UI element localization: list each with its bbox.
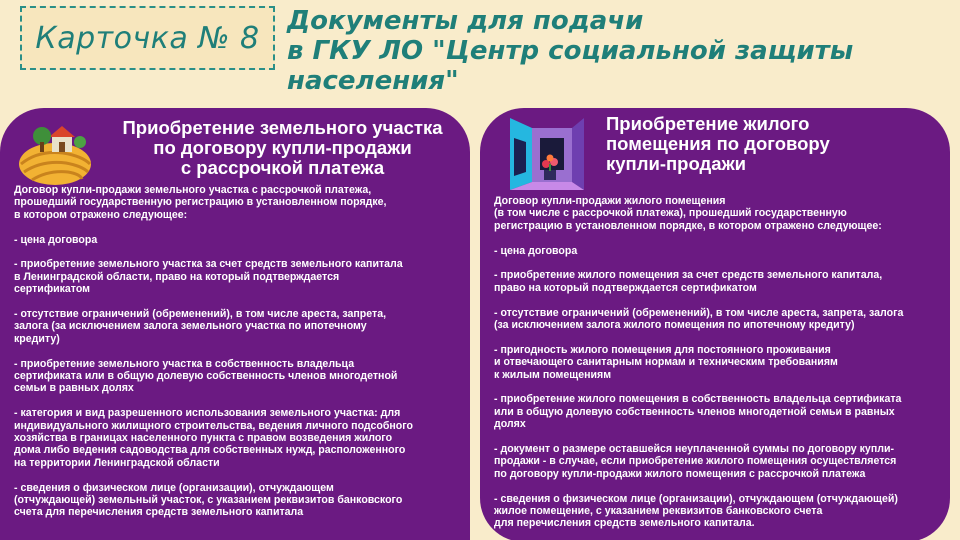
housing-requirement-item-line: Договор купли-продажи жилого помещения [494, 195, 726, 207]
housing-requirement-item-line: - приобретение жилого помещения в собственность владельца сертификата [494, 393, 902, 406]
land-panel-title-line: по договору купли-продажи [153, 137, 412, 158]
page-title-line: населения" [287, 66, 459, 96]
housing-requirement-item-line: по договору купли-продажи жилого помещения с рассрочкой платежа [494, 467, 866, 480]
housing-requirement-item [494, 393, 944, 430]
land-requirement-item-line: - приобретение земельного участка за счет средств земельного капитала [14, 258, 403, 271]
land-panel-title-line: Приобретение земельного участка [122, 117, 443, 138]
housing-panel-title-line: помещения по договору [606, 133, 830, 154]
housing-panel-body [494, 195, 944, 530]
housing-requirement-item-line: жилое помещение, с указанием реквизитов банковского счета [494, 505, 823, 518]
land-requirement-item-line: дома либо ведения садоводства для собственных нужд, расположенного [14, 444, 406, 457]
land-requirement-item-line: сертификата или в общую долевую собственность членов многодетной [14, 370, 398, 383]
housing-panel-title-line: купли-продажи [606, 153, 747, 174]
housing-requirement-item [494, 443, 944, 480]
housing-requirement-item-line: для перечисления средств земельного капитала. [494, 517, 755, 530]
land-requirement-item [14, 184, 464, 221]
land-requirement-item [14, 407, 464, 469]
land-panel-title-line: с рассрочкой платежа [180, 157, 385, 178]
land-panel-title [105, 118, 460, 178]
housing-requirement-item [494, 269, 944, 294]
housing-requirement-item-line: или в общую долевую собственность членов многодетной семьи в равных [494, 405, 895, 418]
page-title-line: Документы для подачи [287, 6, 644, 36]
housing-requirement-item-line: - сведения о физическом лице (организации), отчуждающем (отчуждающей) [494, 492, 898, 505]
room-interior-icon [502, 112, 586, 190]
housing-requirement-item [494, 493, 944, 530]
farm-field-icon [18, 120, 92, 186]
land-requirement-item-line: - категория и вид разрешенного использования земельного участка: для [14, 407, 401, 420]
housing-requirement-item-line: долях [494, 418, 526, 431]
land-requirement-item-line: - приобретение земельного участка в собственность владельца [14, 357, 355, 370]
housing-requirement-item [494, 307, 944, 332]
housing-requirement-item [494, 195, 944, 232]
housing-requirement-item-line: и отвечающего санитарным нормам и техническим требованиям [494, 356, 838, 369]
housing-panel-title [606, 114, 936, 174]
land-panel-body [14, 184, 464, 519]
housing-requirement-item-line: продажи - в случае, если приобретение жилого помещения осуществляется [494, 455, 897, 468]
land-requirement-item-line: в Ленинградской области, право на который подтверждается [14, 270, 340, 283]
housing-requirement-item [494, 245, 944, 257]
housing-requirement-item-line: (за исключением залога жилого помещения по ипотечному кредиту) [494, 319, 855, 332]
land-requirement-item [14, 308, 464, 345]
land-requirement-item-line: в котором отражено следующее: [14, 208, 188, 221]
land-requirement-item-line: Договор купли-продажи земельного участка с рассрочкой платежа, [14, 184, 372, 196]
housing-requirement-item-line: (в том числе с рассрочкой платежа), прошедший государственную [494, 207, 847, 220]
page-title [287, 6, 947, 96]
housing-requirement-item-line: регистрацию в установленном порядке, в котором отражено следующее: [494, 219, 882, 232]
housing-requirement-item-line: - цена договора [494, 244, 578, 257]
land-requirement-item [14, 482, 464, 519]
housing-requirement-item [494, 344, 944, 381]
land-requirement-item-line: - сведения о физическом лице (организации), отчуждающем [14, 481, 334, 494]
land-requirement-item-line: на территории Ленинградской области [14, 456, 220, 469]
card-number-badge [20, 6, 275, 70]
housing-purchase-panel [480, 108, 950, 540]
land-requirement-item-line: индивидуального жилищного строительства, ведения личного подсобного [14, 419, 414, 432]
housing-requirement-item-line: - приобретение жилого помещения за счет средств земельного капитала, [494, 269, 883, 282]
housing-requirement-item-line: право на который подтверждается сертификатом [494, 281, 757, 294]
housing-requirement-item-line: - пригодность жилого помещения для постоянного проживания [494, 343, 831, 356]
land-requirement-item-line: - цена договора [14, 233, 98, 246]
card-number-label: Карточка № 8 [35, 20, 260, 56]
land-requirement-item-line: кредиту) [14, 332, 60, 345]
land-requirement-item-line: хозяйства в границах населенного пункта с правом возведения жилого [14, 432, 393, 445]
housing-requirement-item-line: - документ о размере оставшейся неуплаченной суммы по договору купли- [494, 443, 894, 456]
land-requirement-item-line: прошедший государственную регистрацию в установленном порядке, [14, 196, 387, 209]
land-requirement-item-line: - отсутствие ограничений (обременений), в том числе ареста, запрета, [14, 308, 387, 321]
housing-requirement-item-line: к жилым помещениям [494, 368, 612, 381]
housing-requirement-item-line: - отсутствие ограничений (обременений), в том числе ареста, запрета, залога [494, 306, 904, 319]
land-requirement-item-line: (отчуждающей) земельный участок, с указанием реквизитов банковского [14, 494, 403, 507]
land-requirement-item [14, 258, 464, 295]
land-requirement-item [14, 234, 464, 246]
land-requirement-item-line: сертификатом [14, 283, 91, 296]
land-requirement-item-line: семьи в равных долях [14, 382, 134, 395]
land-requirement-item-line: залога (за исключением залога земельного участка по ипотечному [14, 320, 367, 333]
land-requirement-item [14, 358, 464, 395]
land-purchase-panel [0, 108, 470, 540]
housing-panel-title-line: Приобретение жилого [606, 113, 810, 134]
land-requirement-item-line: счета для перечисления средств земельного капитала [14, 506, 304, 519]
page-title-line: в ГКУ ЛО "Центр социальной защиты [287, 36, 854, 66]
